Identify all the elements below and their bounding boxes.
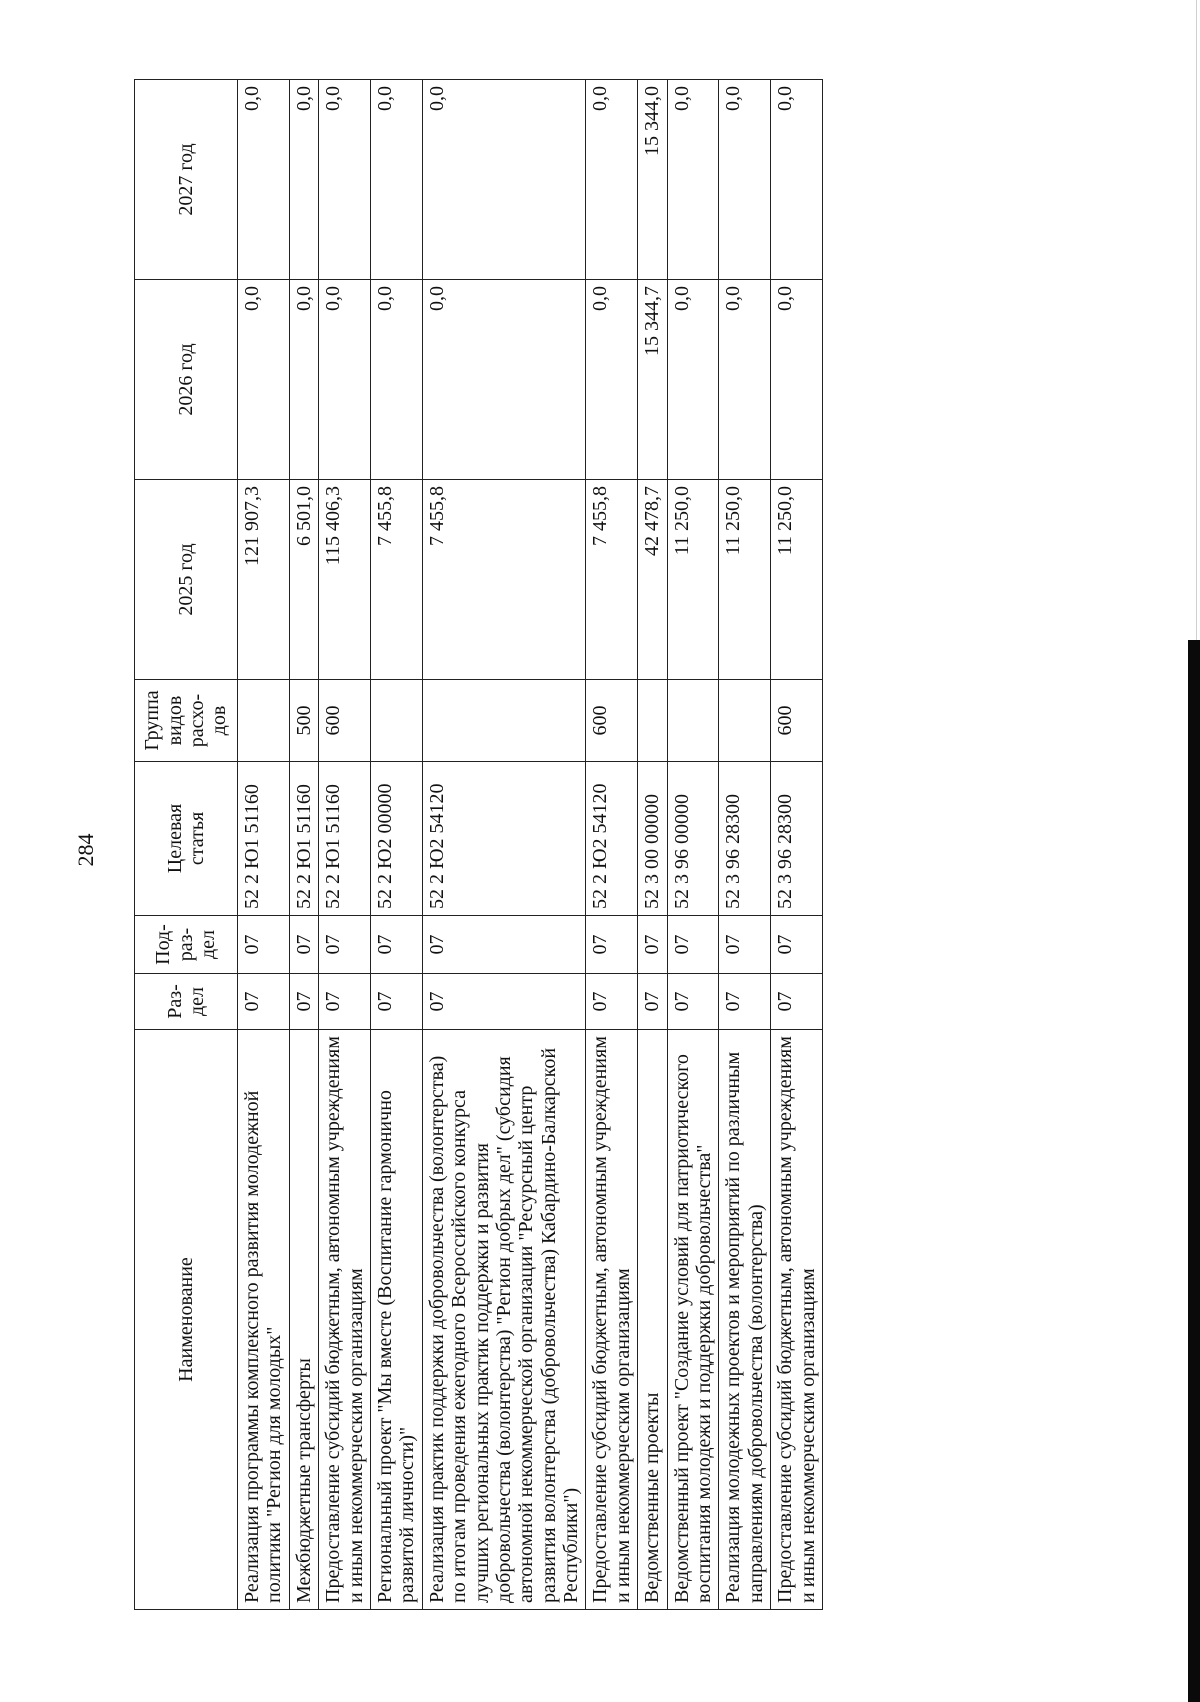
cell-year-2027: 0,0 <box>370 80 422 280</box>
cell-year-2025: 7 455,8 <box>422 480 586 680</box>
cell-name: Межбюджетные трансферты <box>289 1030 318 1610</box>
cell-year-2025: 11 250,0 <box>771 480 823 680</box>
cell-razdel: 07 <box>586 974 638 1030</box>
cell-target-article: 52 2 Ю2 54120 <box>586 762 638 916</box>
budget-table <box>134 79 823 1610</box>
budget-table-container <box>134 80 823 1610</box>
cell-razdel: 07 <box>370 974 422 1030</box>
table-row <box>638 80 667 1610</box>
cell-target-article: 52 2 Ю1 51160 <box>319 762 371 916</box>
cell-razdel: 07 <box>422 974 586 1030</box>
cell-year-2025: 11 250,0 <box>719 480 771 680</box>
scan-edge-bar <box>1188 640 1200 1702</box>
cell-podrazdel: 07 <box>719 916 771 974</box>
cell-podrazdel: 07 <box>370 916 422 974</box>
table-body <box>238 80 823 1610</box>
cell-podrazdel: 07 <box>289 916 318 974</box>
header-razdel: Раз- дел <box>135 974 238 1030</box>
table-row <box>422 80 586 1610</box>
cell-expense-group: 600 <box>771 680 823 762</box>
table-header-row <box>135 80 238 1610</box>
cell-year-2026: 0,0 <box>586 280 638 480</box>
cell-razdel: 07 <box>238 974 290 1030</box>
cell-name: Ведомственные проекты <box>638 1030 667 1610</box>
cell-year-2025: 115 406,3 <box>319 480 371 680</box>
cell-year-2027: 0,0 <box>238 80 290 280</box>
cell-target-article: 52 3 96 00000 <box>667 762 719 916</box>
cell-expense-group <box>638 680 667 762</box>
cell-name: Ведомственный проект "Создание условий для патриотического воспитания молодежи и поддержки добровольчества" <box>667 1030 719 1610</box>
cell-podrazdel: 07 <box>422 916 586 974</box>
cell-year-2026: 0,0 <box>771 280 823 480</box>
cell-expense-group <box>422 680 586 762</box>
cell-year-2027: 0,0 <box>667 80 719 280</box>
header-year-2026: 2026 год <box>135 280 238 480</box>
cell-razdel: 07 <box>319 974 371 1030</box>
table-row <box>719 80 771 1610</box>
cell-year-2027: 0,0 <box>719 80 771 280</box>
header-podrazdel: Под- раз- дел <box>135 916 238 974</box>
cell-year-2027: 0,0 <box>771 80 823 280</box>
table-row <box>370 80 422 1610</box>
cell-target-article: 52 2 Ю1 51160 <box>238 762 290 916</box>
cell-podrazdel: 07 <box>319 916 371 974</box>
cell-podrazdel: 07 <box>238 916 290 974</box>
header-year-2025: 2025 год <box>135 480 238 680</box>
cell-year-2026: 0,0 <box>667 280 719 480</box>
cell-target-article: 52 3 96 28300 <box>771 762 823 916</box>
cell-year-2025: 11 250,0 <box>667 480 719 680</box>
table-row <box>771 80 823 1610</box>
cell-razdel: 07 <box>719 974 771 1030</box>
table-row <box>667 80 719 1610</box>
cell-year-2026: 0,0 <box>238 280 290 480</box>
cell-podrazdel: 07 <box>586 916 638 974</box>
cell-razdel: 07 <box>638 974 667 1030</box>
cell-expense-group <box>667 680 719 762</box>
table-row <box>289 80 318 1610</box>
cell-year-2025: 121 907,3 <box>238 480 290 680</box>
cell-year-2026: 15 344,7 <box>638 280 667 480</box>
cell-year-2027: 0,0 <box>319 80 371 280</box>
cell-name: Предоставление субсидий бюджетным, автономным учреждениям и иным некоммерческим организациям <box>319 1030 371 1610</box>
header-name: Наименование <box>135 1030 238 1610</box>
header-year-2027: 2027 год <box>135 80 238 280</box>
cell-year-2027: 0,0 <box>289 80 318 280</box>
cell-razdel: 07 <box>771 974 823 1030</box>
cell-target-article: 52 2 Ю2 54120 <box>422 762 586 916</box>
header-expense-group: Группа видов расхо- дов <box>135 680 238 762</box>
cell-expense-group: 600 <box>586 680 638 762</box>
cell-year-2027: 0,0 <box>422 80 586 280</box>
cell-razdel: 07 <box>289 974 318 1030</box>
cell-year-2026: 0,0 <box>422 280 586 480</box>
cell-year-2026: 0,0 <box>289 280 318 480</box>
cell-expense-group: 600 <box>319 680 371 762</box>
cell-name: Реализация программы комплексного развития молодежной политики "Регион для молодых" <box>238 1030 290 1610</box>
table-row <box>319 80 371 1610</box>
cell-podrazdel: 07 <box>667 916 719 974</box>
cell-name: Реализация молодежных проектов и мероприятий по различным направлениям добровольчества (волонтерства) <box>719 1030 771 1610</box>
cell-year-2026: 0,0 <box>370 280 422 480</box>
cell-year-2025: 7 455,8 <box>370 480 422 680</box>
cell-target-article: 52 2 Ю1 51160 <box>289 762 318 916</box>
cell-name: Предоставление субсидий бюджетным, автономным учреждениям и иным некоммерческим организациям <box>586 1030 638 1610</box>
cell-podrazdel: 07 <box>638 916 667 974</box>
table-row <box>586 80 638 1610</box>
cell-expense-group <box>238 680 290 762</box>
table-row <box>238 80 290 1610</box>
cell-year-2027: 15 344,0 <box>638 80 667 280</box>
cell-target-article: 52 3 00 00000 <box>638 762 667 916</box>
cell-year-2027: 0,0 <box>586 80 638 280</box>
cell-name: Региональный проект "Мы вместе (Воспитание гармонично развитой личности)" <box>370 1030 422 1610</box>
cell-name: Предоставление субсидий бюджетным, автономным учреждениям и иным некоммерческим организациям <box>771 1030 823 1610</box>
scan-edge-line <box>1196 0 1197 640</box>
cell-expense-group <box>719 680 771 762</box>
cell-razdel: 07 <box>667 974 719 1030</box>
cell-target-article: 52 2 Ю2 00000 <box>370 762 422 916</box>
cell-podrazdel: 07 <box>771 916 823 974</box>
page-number-text: 284 <box>73 833 98 867</box>
cell-year-2025: 42 478,7 <box>638 480 667 680</box>
cell-year-2026: 0,0 <box>719 280 771 480</box>
cell-year-2026: 0,0 <box>319 280 371 480</box>
cell-year-2025: 7 455,8 <box>586 480 638 680</box>
cell-name: Реализация практик поддержки добровольчества (волонтерства) по итогам проведения ежегодного Всероссийского конкурса лучших региональных практик поддержки и развития добровольчества (волонтерства) "Регион добрых дел" (субсидия автономной некоммерческой организации "Ресурсный центр развития волонтерства (добровольчества) Кабардино-Балкарской Республики") <box>422 1030 586 1610</box>
cell-expense-group <box>370 680 422 762</box>
cell-target-article: 52 3 96 28300 <box>719 762 771 916</box>
cell-expense-group: 500 <box>289 680 318 762</box>
header-target-article: Целевая статья <box>135 762 238 916</box>
cell-year-2025: 6 501,0 <box>289 480 318 680</box>
